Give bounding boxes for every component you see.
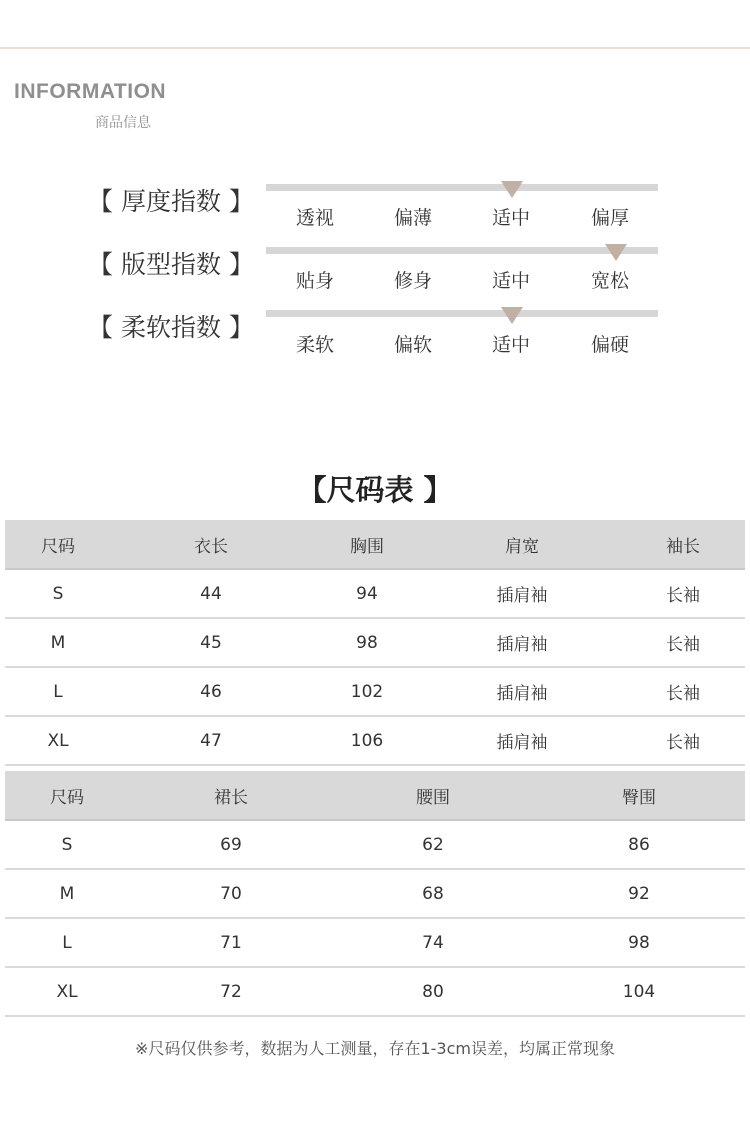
cell-skirt-length: 69: [129, 820, 333, 869]
top-size-table: [5, 520, 745, 766]
fit-option: 宽松: [590, 270, 629, 292]
size-disclaimer: ※尺码仅供参考，数据为人工测量，存在1-3cm误差，均属正常现象: [135, 1039, 615, 1058]
cell-bust: 94: [311, 569, 423, 618]
cell-sleeve: 长袖: [621, 569, 745, 618]
softness-index-marker: [501, 307, 523, 324]
header-sleeve: 袖长: [621, 520, 745, 569]
softness-index-label: 【 柔软指数 】: [88, 313, 254, 342]
thickness-index-bar: [266, 184, 658, 191]
cell-hip: 92: [533, 869, 745, 918]
fit-index-bar: [266, 247, 658, 254]
header-skirt-length: 裙长: [129, 771, 333, 820]
cell-waist: 80: [333, 967, 533, 1016]
cell-shoulder: 插肩袖: [423, 618, 621, 667]
cell-waist: 68: [333, 869, 533, 918]
header-shoulder: 肩宽: [423, 520, 621, 569]
cell-skirt-length: 71: [129, 918, 333, 967]
cell-size: L: [5, 918, 129, 967]
table-row: [5, 967, 745, 1016]
header-bust: 胸围: [311, 520, 423, 569]
fit-option: 贴身: [295, 270, 334, 292]
bottom-size-table: [5, 771, 745, 1017]
header-length: 衣长: [111, 520, 311, 569]
table-row: [5, 869, 745, 918]
header-waist: 腰围: [333, 771, 533, 820]
table-header-row: [5, 771, 745, 820]
cell-size: S: [5, 569, 111, 618]
cell-hip: 104: [533, 967, 745, 1016]
cell-size: L: [5, 667, 111, 716]
table-row: [5, 716, 745, 765]
fit-option: 适中: [491, 270, 530, 292]
softness-option: 柔软: [295, 334, 334, 356]
cell-size: M: [5, 618, 111, 667]
header-size: 尺码: [5, 771, 129, 820]
table-row: [5, 618, 745, 667]
fit-option: 修身: [393, 270, 432, 292]
cell-bust: 102: [311, 667, 423, 716]
thickness-option: 透视: [295, 207, 334, 229]
table-header-row: [5, 520, 745, 569]
cell-size: XL: [5, 967, 129, 1016]
cell-sleeve: 长袖: [621, 667, 745, 716]
cell-sleeve: 长袖: [621, 716, 745, 765]
softness-option: 偏软: [393, 334, 432, 356]
cell-bust: 98: [311, 618, 423, 667]
cell-length: 44: [111, 569, 311, 618]
thickness-index-marker: [501, 181, 523, 198]
cell-hip: 98: [533, 918, 745, 967]
size-chart-title: 【尺码表 】: [297, 473, 453, 507]
table-row: [5, 569, 745, 618]
cell-shoulder: 插肩袖: [423, 667, 621, 716]
thickness-index-label: 【 厚度指数 】: [88, 187, 254, 216]
cell-length: 46: [111, 667, 311, 716]
cell-skirt-length: 72: [129, 967, 333, 1016]
cell-hip: 86: [533, 820, 745, 869]
thickness-option: 偏厚: [590, 207, 629, 229]
cell-shoulder: 插肩袖: [423, 569, 621, 618]
cell-length: 47: [111, 716, 311, 765]
fit-index-label: 【 版型指数 】: [88, 250, 254, 279]
fit-index-marker: [605, 244, 627, 261]
table-row: [5, 820, 745, 869]
info-subtitle: 商品信息: [95, 115, 151, 131]
table-row: [5, 667, 745, 716]
header-size: 尺码: [5, 520, 111, 569]
softness-option: 偏硬: [590, 334, 629, 356]
cell-skirt-length: 70: [129, 869, 333, 918]
softness-option: 适中: [491, 334, 530, 356]
thickness-option: 偏薄: [393, 207, 432, 229]
header-hip: 臀围: [533, 771, 745, 820]
softness-index-bar: [266, 310, 658, 317]
cell-bust: 106: [311, 716, 423, 765]
cell-length: 45: [111, 618, 311, 667]
cell-sleeve: 长袖: [621, 618, 745, 667]
table-row: [5, 918, 745, 967]
top-divider: [0, 47, 750, 49]
cell-size: M: [5, 869, 129, 918]
info-title: INFORMATION: [14, 80, 167, 103]
cell-size: S: [5, 820, 129, 869]
cell-shoulder: 插肩袖: [423, 716, 621, 765]
cell-size: XL: [5, 716, 111, 765]
cell-waist: 62: [333, 820, 533, 869]
thickness-option: 适中: [491, 207, 530, 229]
cell-waist: 74: [333, 918, 533, 967]
